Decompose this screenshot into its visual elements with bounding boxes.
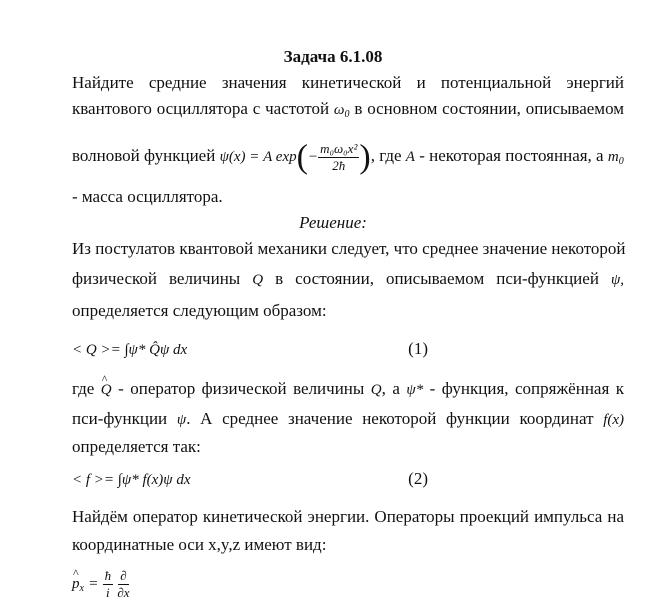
body-p3-line-1: Найдём оператор кинетической энергии. Операторы проекций импульса на — [72, 507, 624, 526]
problem-line-2 — [72, 98, 624, 126]
body-p1-line-1: Из постулатов квантовой механики следует, что среднее значение некоторой — [72, 239, 626, 258]
problem-line-2-c: в основном состоянии, описываемом — [354, 99, 625, 118]
problem-line-4: - масса осциллятора. — [72, 187, 223, 206]
body-p2-line-3: определяется так: — [72, 437, 201, 456]
hbar-over-i: $\frac{ħ}{i}$ — [104, 567, 112, 600]
body-p1-line-3: определяется следующим образом: — [72, 301, 327, 320]
body-p2-line-1: где ^ Q - оператор физической величины Q, а ψ* - функция, сопряжённая к — [72, 378, 624, 401]
symbol-Q: Q — [252, 272, 264, 288]
mass-symbol: $m_0$ — [607, 149, 624, 167]
fraction-denominator: 2ħ — [332, 158, 346, 174]
psi-conjugate: ψ* — [406, 382, 424, 398]
problem-line-2-b: с частотой — [252, 99, 330, 118]
problem-line-3-a: волновой функцией — [72, 146, 216, 165]
equation-2-formula: < f >= ∫ψ* f(x)ψ dx — [72, 472, 191, 488]
partial-derivative: $\frac{\partial}{\partial x}$ — [117, 567, 130, 600]
omega-symbol: $\omega_0$ — [333, 102, 350, 120]
equation-2-number: (2) — [408, 469, 428, 488]
problem-line-3-b: , где — [370, 146, 402, 165]
problem-line-3 — [72, 136, 624, 176]
constant-A: A — [405, 149, 415, 165]
body-p1-line-2: физической величины Q в состоянии, описываемом пси-функцией ψ, — [72, 269, 625, 288]
solution-heading: Решение: — [299, 213, 367, 232]
body-p2-line-2: пси-функции ψ. А среднее значение некоторой функции координат f(x) — [72, 409, 625, 428]
body-p3-line-2: координатные оси x,y,z имеют вид: — [72, 535, 327, 554]
fraction-numerator: m₀ω₀x² — [320, 141, 358, 157]
problem-line-3-c: - некоторая постоянная, а — [419, 146, 604, 165]
problem-line-2-a: квантового осциллятора — [72, 99, 248, 118]
equation-2 — [72, 468, 428, 491]
operator-Q-hat: ^ Q — [101, 379, 112, 401]
equation-1 — [72, 338, 428, 361]
function-f-of-x: f(x) — [603, 412, 625, 428]
symbol-psi: ψ, — [610, 272, 625, 288]
equation-1-number: (1) — [408, 339, 428, 358]
operator-p-hat: ^ $p_x$ — [72, 567, 84, 606]
wavefunction-formula: ψ(x) = A exp(− $\frac{\text{m₀ω₀x²}}{2ħ}$ ) — [219, 138, 371, 176]
equation-1-formula: < Q >= ∫ψ* Q̂ψ dx — [72, 342, 188, 358]
momentum-operator-formula: ^ $p_x$ = $\frac{ħ}{i}$ $\frac{\partial}{\partial x}$ — [72, 566, 624, 600]
problem-line-1: Найдите средние значения кинетической и потенциальной энергий — [72, 73, 624, 92]
problem-title: Задача 6.1.08 — [283, 47, 383, 66]
